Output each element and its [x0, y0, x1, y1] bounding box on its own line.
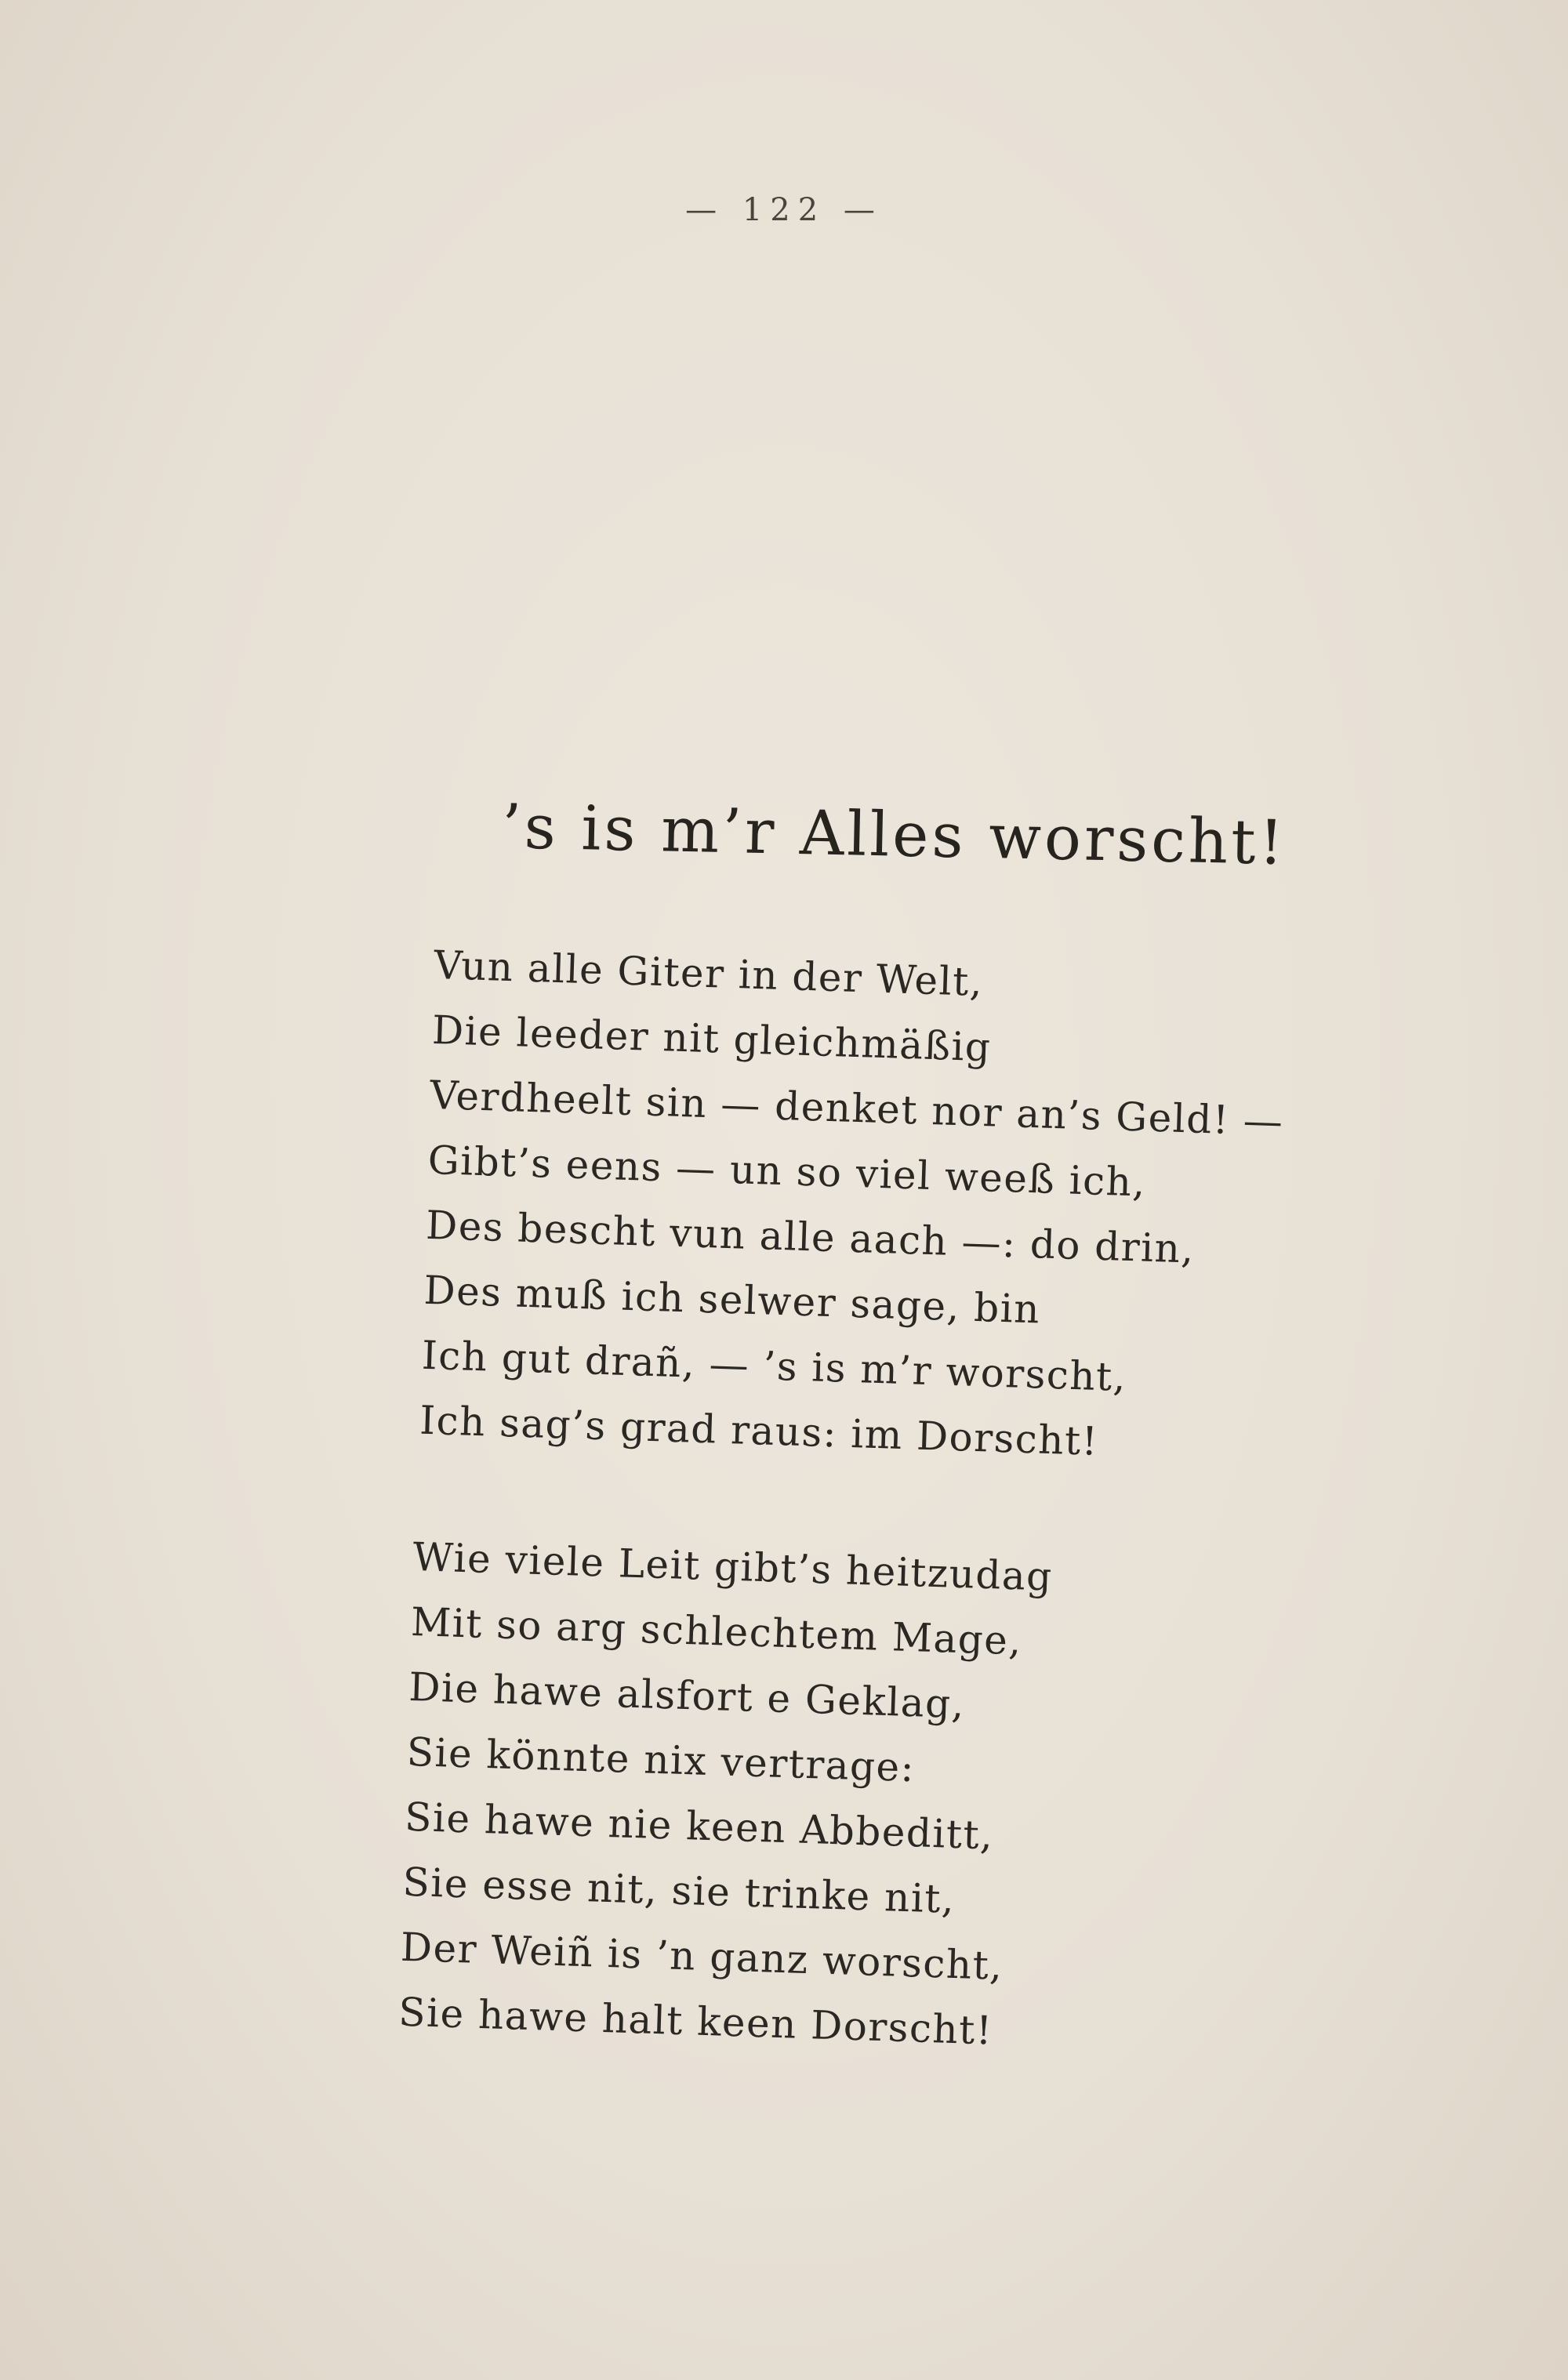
- stanza-1: [419, 933, 1289, 1480]
- poem-line: Sie hawe halt keen Dorscht!: [397, 1989, 994, 2054]
- poem-line: Sie esse nit, sie trinke nit,: [401, 1859, 956, 1922]
- poem-line: Verdheelt sin — denket nor an’s Geld! —: [429, 1072, 1285, 1145]
- poem-line: Der Weiñ is ’n ganz worscht,: [400, 1924, 1004, 1989]
- poem-line: Gibt’s eens — un so viel weeß ich,: [426, 1137, 1147, 1206]
- poem-line: Die leeder nit gleichmäßig: [431, 1007, 993, 1071]
- page-number: — 122 —: [685, 192, 883, 228]
- poem-line: Vun alle Giter in der Welt,: [433, 941, 985, 1005]
- poem-line: Des muß ich selwer sage, bin: [423, 1267, 1041, 1333]
- poem-line: Ich gut drañ, — ’s is m’r worscht,: [421, 1332, 1127, 1400]
- poem-line: Sie hawe nie keen Abbeditt,: [404, 1794, 995, 1859]
- poem-line: Mit so arg schlechtem Mage,: [410, 1598, 1023, 1664]
- poem-line: Ich sag’s grad raus: im Dorscht!: [419, 1397, 1100, 1464]
- poem-line: Des bescht vun alle aach —: do drin,: [425, 1202, 1196, 1272]
- poem-title: ’s is m’r Alles worscht!: [501, 792, 1287, 879]
- poem-line: Die hawe alsfort e Geklag,: [408, 1663, 966, 1728]
- poem-line: Wie viele Leit gibt’s heitzudag: [412, 1533, 1054, 1600]
- stanza-2: [397, 1525, 1054, 2065]
- poem-line: Sie könnte nix vertrage:: [405, 1729, 916, 1791]
